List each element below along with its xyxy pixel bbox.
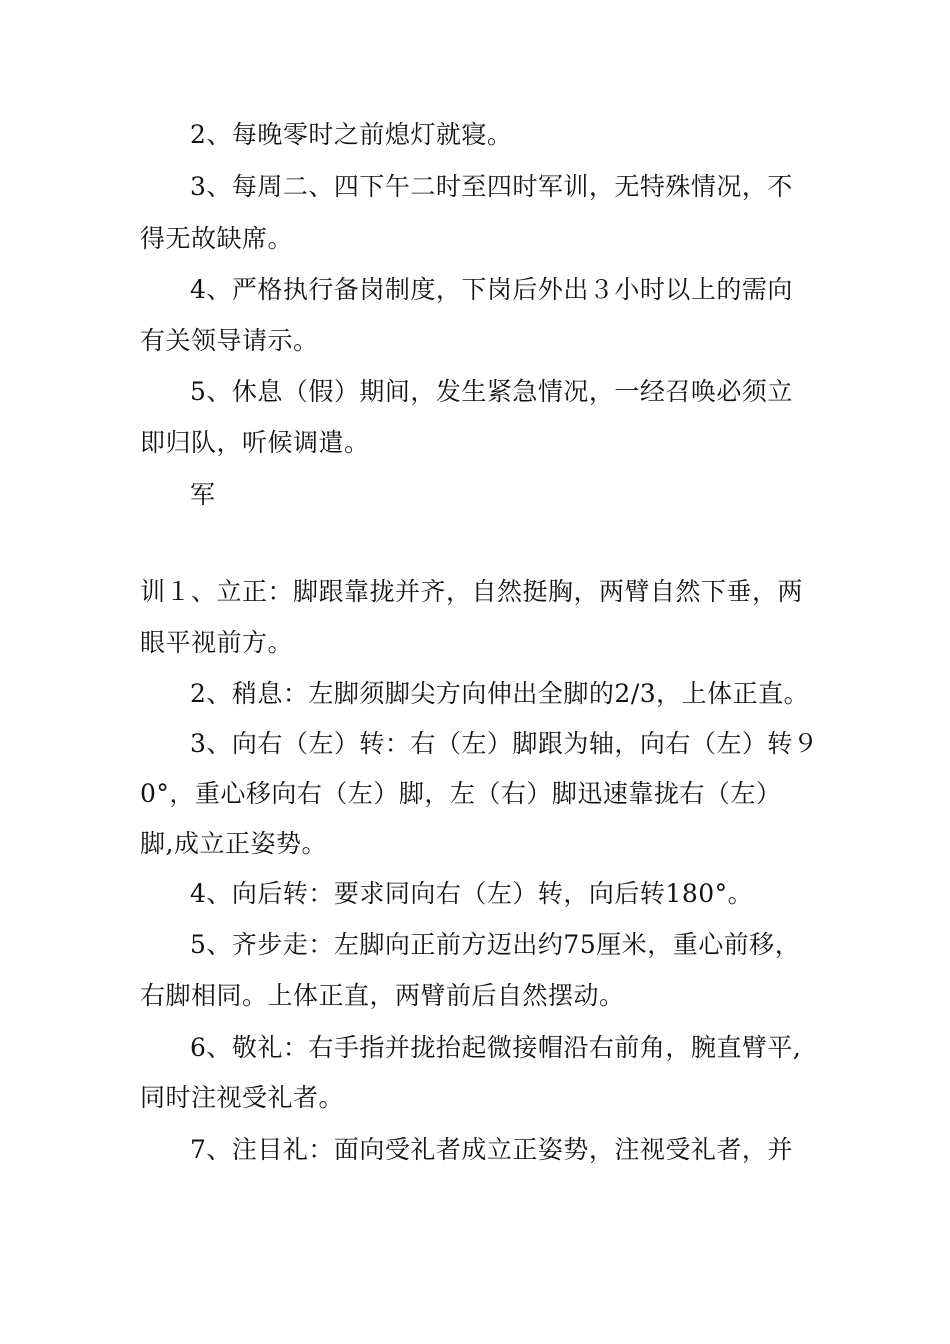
text-line-3: 得无故缺席。 <box>140 224 294 253</box>
text-line-17: 右脚相同。上体正直，两臂前后自然摆动。 <box>140 981 625 1010</box>
text-line-16: 5、齐步走：左脚向正前方迈出约75厘米，重心前移， <box>190 930 801 959</box>
text-line-6: 5、休息（假）期间，发生紧急情况，一经召唤必须立 <box>190 377 793 406</box>
text-line-4: 4、严格执行备岗制度，下岗后外出３小时以上的需向 <box>190 275 793 304</box>
text-line-11: 2、稍息：左脚须脚尖方向伸出全脚的2/3，上体正直。 <box>190 679 810 708</box>
text-line-5: 有关领导请示。 <box>140 326 319 355</box>
text-line-14: 脚,成立正姿势。 <box>140 829 327 858</box>
text-line-10: 眼平视前方。 <box>140 628 294 657</box>
text-line-1: 2、每晚零时之前熄灯就寝。 <box>190 120 513 149</box>
text-line-12: 3、向右（左）转：右（左）脚跟为轴，向右（左）转９ <box>190 729 819 758</box>
text-line-18: 6、敬礼：右手指并拢抬起微接帽沿右前角，腕直臂平, <box>190 1033 802 1062</box>
section-heading-part-1: 军 <box>190 480 216 509</box>
text-line-2: 3、每周二、四下午二时至四时军训，无特殊情况，不 <box>190 172 793 201</box>
text-line-7: 即归队，听候调遣。 <box>140 428 370 457</box>
text-line-9: 训１、立正：脚跟靠拢并齐，自然挺胸，两臂自然下垂，两 <box>140 577 804 606</box>
text-line-15: 4、向后转：要求同向右（左）转，向后转180°。 <box>190 879 754 908</box>
text-line-13: 0°，重心移向右（左）脚，左（右）脚迅速靠拢右（左） <box>140 779 782 808</box>
text-line-20: 7、注目礼：面向受礼者成立正姿势，注视受礼者，并 <box>190 1135 793 1164</box>
text-line-19: 同时注视受礼者。 <box>140 1083 345 1112</box>
